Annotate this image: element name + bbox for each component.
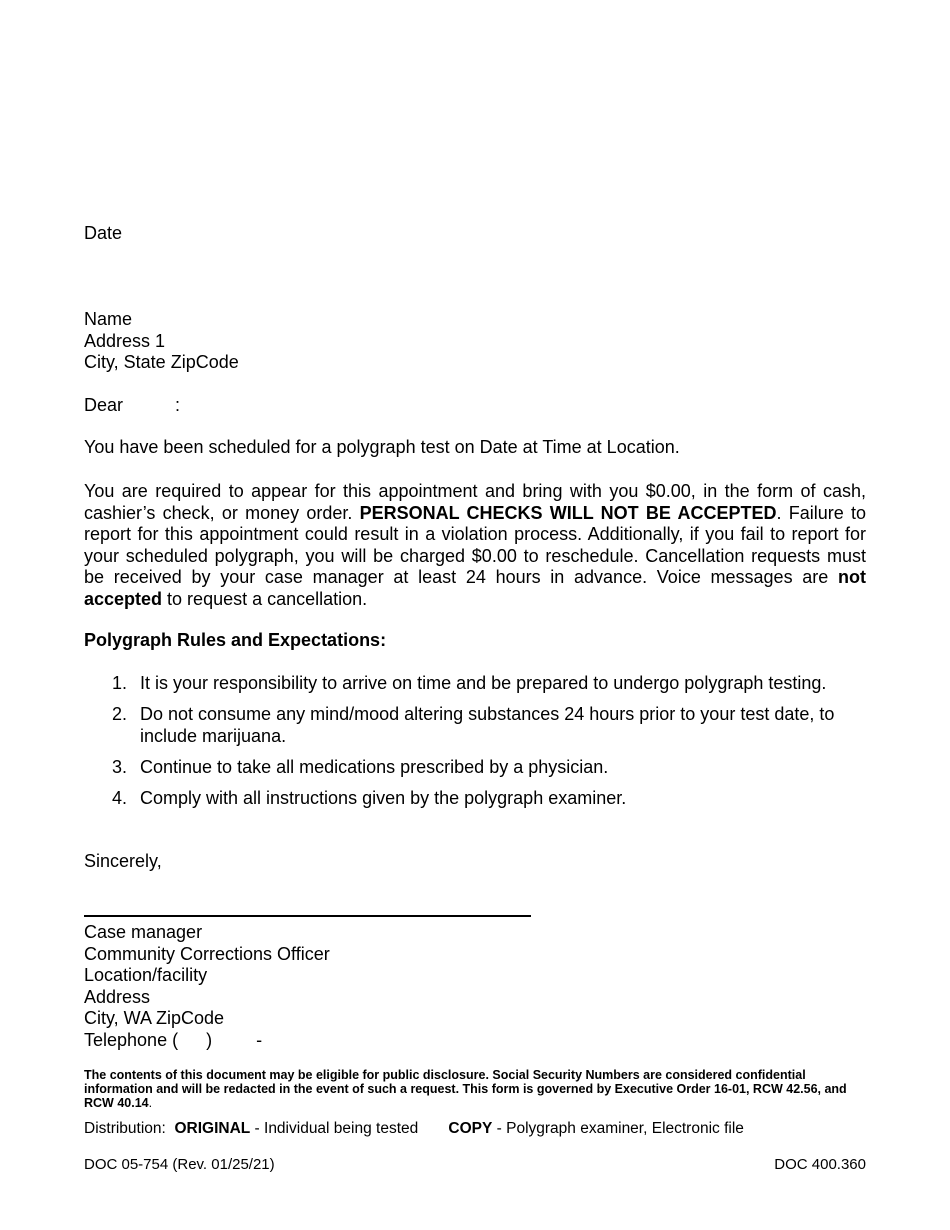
signature-block xyxy=(84,922,330,1051)
schedule-sentence: You have been scheduled for a polygraph test on Date at Time at Location. xyxy=(84,437,680,457)
distribution-copy-label: COPY xyxy=(448,1120,493,1137)
telephone-dash: - xyxy=(256,1029,263,1050)
date-line: Date xyxy=(84,223,123,243)
rule-item xyxy=(84,788,866,810)
recipient-address: Address 1 xyxy=(84,330,166,351)
signature-title: Case manager xyxy=(84,922,203,942)
rule-text: It is your responsibility to arrive on time and be prepared to undergo polygraph testing. xyxy=(140,673,827,693)
distribution-copy-text: - Polygraph examiner, Electronic file xyxy=(492,1120,744,1137)
not-accepted-emphasis: not accepted xyxy=(84,567,866,609)
letter-page xyxy=(84,0,866,1230)
recipient-city-state-zip: City, State ZipCode xyxy=(84,352,239,372)
recipient-address-block xyxy=(84,309,239,374)
requirements-text-1: You are required to appear for this appointment and bring with you $0.00, in the form of cash, cashier’s check, or money order. xyxy=(84,481,866,523)
rule-text: Comply with all instructions given by the polygraph examiner. xyxy=(140,787,627,808)
rule-item xyxy=(84,673,866,695)
requirements-text-2: . Failure to report for this appointment could result in a violation process. Additionally, if you fail to report for your scheduled polygraph, you will be charged $0.00 to reschedule. Cancellation requests must be received by your case manager at least 24 hours in advance. Voice messages are xyxy=(84,502,866,587)
recipient-name: Name xyxy=(84,309,133,329)
distribution-original-label: ORIGINAL xyxy=(174,1120,251,1137)
disclosure-period: . xyxy=(148,1096,153,1110)
distribution-label: Distribution: xyxy=(84,1120,175,1137)
signature-address: Address xyxy=(84,986,151,1007)
footer xyxy=(84,1156,866,1174)
form-number: DOC 05-754 (Rev. 01/25/21) xyxy=(84,1156,275,1173)
rules-heading: Polygraph Rules and Expectations: xyxy=(84,630,387,650)
telephone-label: Telephone ( xyxy=(84,1029,179,1050)
closing: Sincerely, xyxy=(84,851,162,871)
requirements-text-3: to request a cancellation. xyxy=(162,588,368,609)
rule-text: Continue to take all medications prescribed by a physician. xyxy=(140,756,609,777)
signature-role: Community Corrections Officer xyxy=(84,943,330,964)
requirements-paragraph xyxy=(84,481,866,610)
salutation-word: Dear xyxy=(84,395,124,415)
distribution-original-text: - Individual being tested xyxy=(250,1120,449,1137)
signature-location: Location/facility xyxy=(84,965,208,985)
rule-number: 1. xyxy=(112,673,128,693)
policy-number: DOC 400.360 xyxy=(774,1156,866,1173)
rule-item xyxy=(84,757,866,779)
signature-city: City, WA ZipCode xyxy=(84,1008,225,1028)
rule-number: 2. xyxy=(112,704,128,724)
distribution-line xyxy=(84,1120,744,1138)
personal-checks-warning: PERSONAL CHECKS WILL NOT BE ACCEPTED xyxy=(359,502,777,523)
rule-item xyxy=(84,704,866,747)
signature-telephone xyxy=(84,1030,330,1052)
rule-number: 4. xyxy=(112,787,128,808)
rules-list xyxy=(84,673,866,819)
telephone-close-paren: ) xyxy=(206,1029,213,1050)
public-disclosure-notice xyxy=(84,1068,866,1110)
salutation-colon: : xyxy=(175,395,181,415)
rule-number: 3. xyxy=(112,756,128,777)
disclosure-text: The contents of this document may be eligible for public disclosure. Social Security Numbers are considered confidential information and will be redacted in the event of such a request. This form is governed by Executive Order 16-01, RCW 42.56, and RCW 40.14 xyxy=(84,1068,847,1110)
signature-line xyxy=(84,915,531,917)
rule-text: Do not consume any mind/mood altering substances 24 hours prior to your test date, to include marijuana. xyxy=(140,704,835,746)
salutation xyxy=(84,395,180,417)
